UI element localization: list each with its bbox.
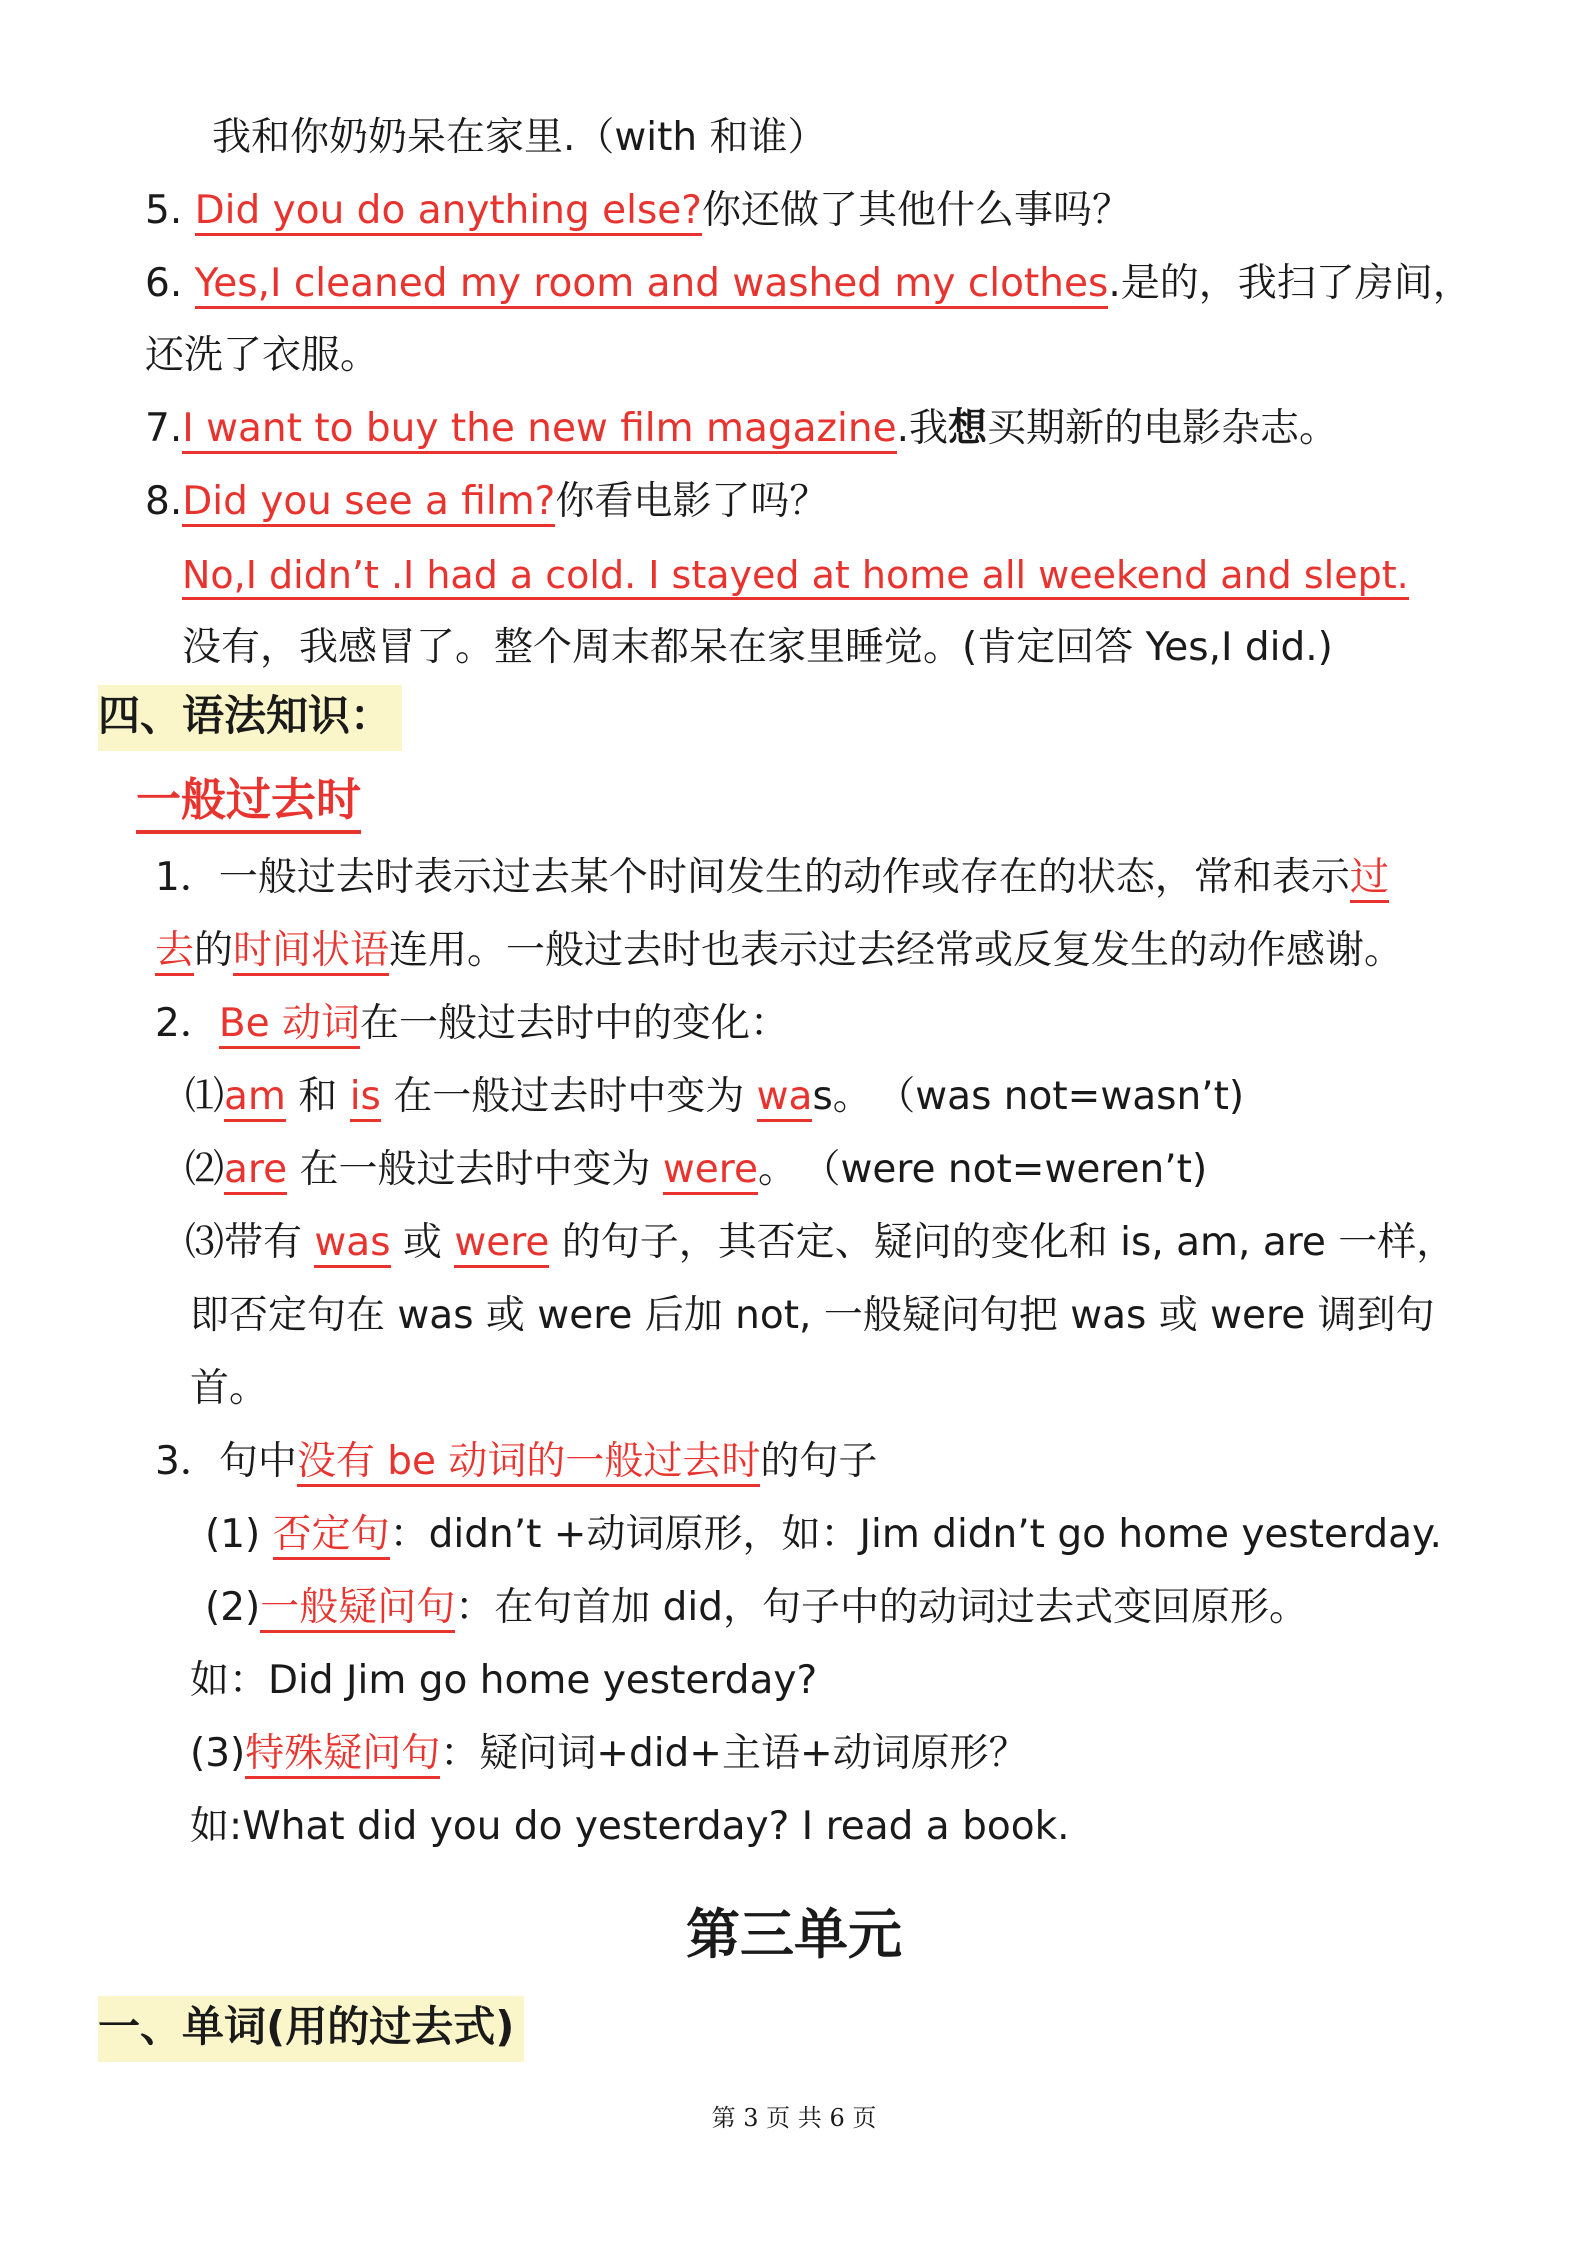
- grammar-point-2-3-end: 首。: [190, 1366, 269, 1411]
- chinese-translation: .是的，我扫了房间，: [1108, 261, 1472, 306]
- dialog-line-8-answer-translation: 没有，我感冒了。整个周末都呆在家里睡觉。(肯定回答 Yes,I did.): [182, 625, 1333, 670]
- line-number: 5.: [145, 188, 195, 233]
- english-sentence: Did you see a film?: [182, 479, 555, 527]
- dialog-line-6: [145, 256, 1472, 312]
- grammar-point-3-3: (3)特殊疑问句：疑问词+did+主语+动词原形？: [190, 1726, 1028, 1782]
- dialog-line-8-answer: No,I didn’t .I had a cold. I stayed at home all weekend and slept.: [182, 547, 1409, 603]
- english-sentence: Did you do anything else?: [195, 188, 702, 236]
- page-footer: 第 3 页 共 6 页: [711, 2104, 877, 2132]
- grammar-point-3: 3．句中没有 be 动词的一般过去时的句子: [155, 1434, 877, 1490]
- dialog-line-7: 7.I want to buy the new film magazine.我想买期新的电影杂志。: [145, 401, 1338, 457]
- grammar-point-2-3-continued: 即否定句在 was 或 were 后加 not, 一般疑问句把 was 或 were 调到句: [190, 1293, 1435, 1338]
- grammar-point-2-2: ⑵are 在一般过去时中变为 were。 （were not=weren’t): [185, 1142, 1207, 1198]
- subheading-simple-past: 一般过去时: [136, 770, 361, 834]
- grammar-point-1-continued: 去的时间状语连用。一般过去时也表示过去经常或反复发生的动作感谢。: [155, 923, 1403, 979]
- grammar-point-2-3: ⑶带有 was 或 were 的句子，其否定、疑问的变化和 is, am, are 一样，: [185, 1215, 1455, 1271]
- dialog-line-5: [145, 183, 1131, 239]
- unit-title: 第三单元: [686, 1903, 902, 1966]
- english-sentence: Yes,I cleaned my room and washed my clothes: [195, 261, 1109, 309]
- dialog-line-6-continued: 还洗了衣服。: [145, 333, 380, 378]
- grammar-point-3-3-example: 如:What did you do yesterday? I read a book.: [190, 1804, 1070, 1849]
- section-heading-words: 一、单词(用的过去式): [98, 1996, 524, 2062]
- dialog-line-4-continued: 我和你奶奶呆在家里.（with 和谁）: [212, 115, 827, 160]
- english-sentence: I want to buy the new film magazine: [182, 406, 896, 454]
- line-number: 8.: [145, 479, 183, 524]
- grammar-point-2: 2．Be 动词在一般过去时中的变化：: [155, 996, 789, 1052]
- chinese-translation: 你看电影了吗？: [555, 479, 829, 524]
- section-heading-grammar: 四、语法知识：: [98, 685, 402, 751]
- grammar-point-1: 1．一般过去时表示过去某个时间发生的动作或存在的状态，常和表示过: [155, 850, 1389, 906]
- grammar-point-3-1: (1) 否定句：didn’t +动词原形，如：Jim didn’t go home yesterday.: [205, 1507, 1442, 1563]
- grammar-point-2-1: ⑴am 和 is 在一般过去时中变为 was。 （was not=wasn’t): [185, 1069, 1244, 1125]
- chinese-translation: 你还做了其他什么事吗？: [701, 188, 1131, 233]
- line-number: 7.: [145, 406, 183, 451]
- dialog-line-8: [145, 474, 828, 530]
- line-number: 6.: [145, 261, 195, 306]
- grammar-point-3-2: (2)一般疑问句：在句首加 did，句子中的动词过去式变回原形。: [205, 1580, 1308, 1636]
- grammar-point-3-2-example: 如：Did Jim go home yesterday?: [190, 1658, 818, 1703]
